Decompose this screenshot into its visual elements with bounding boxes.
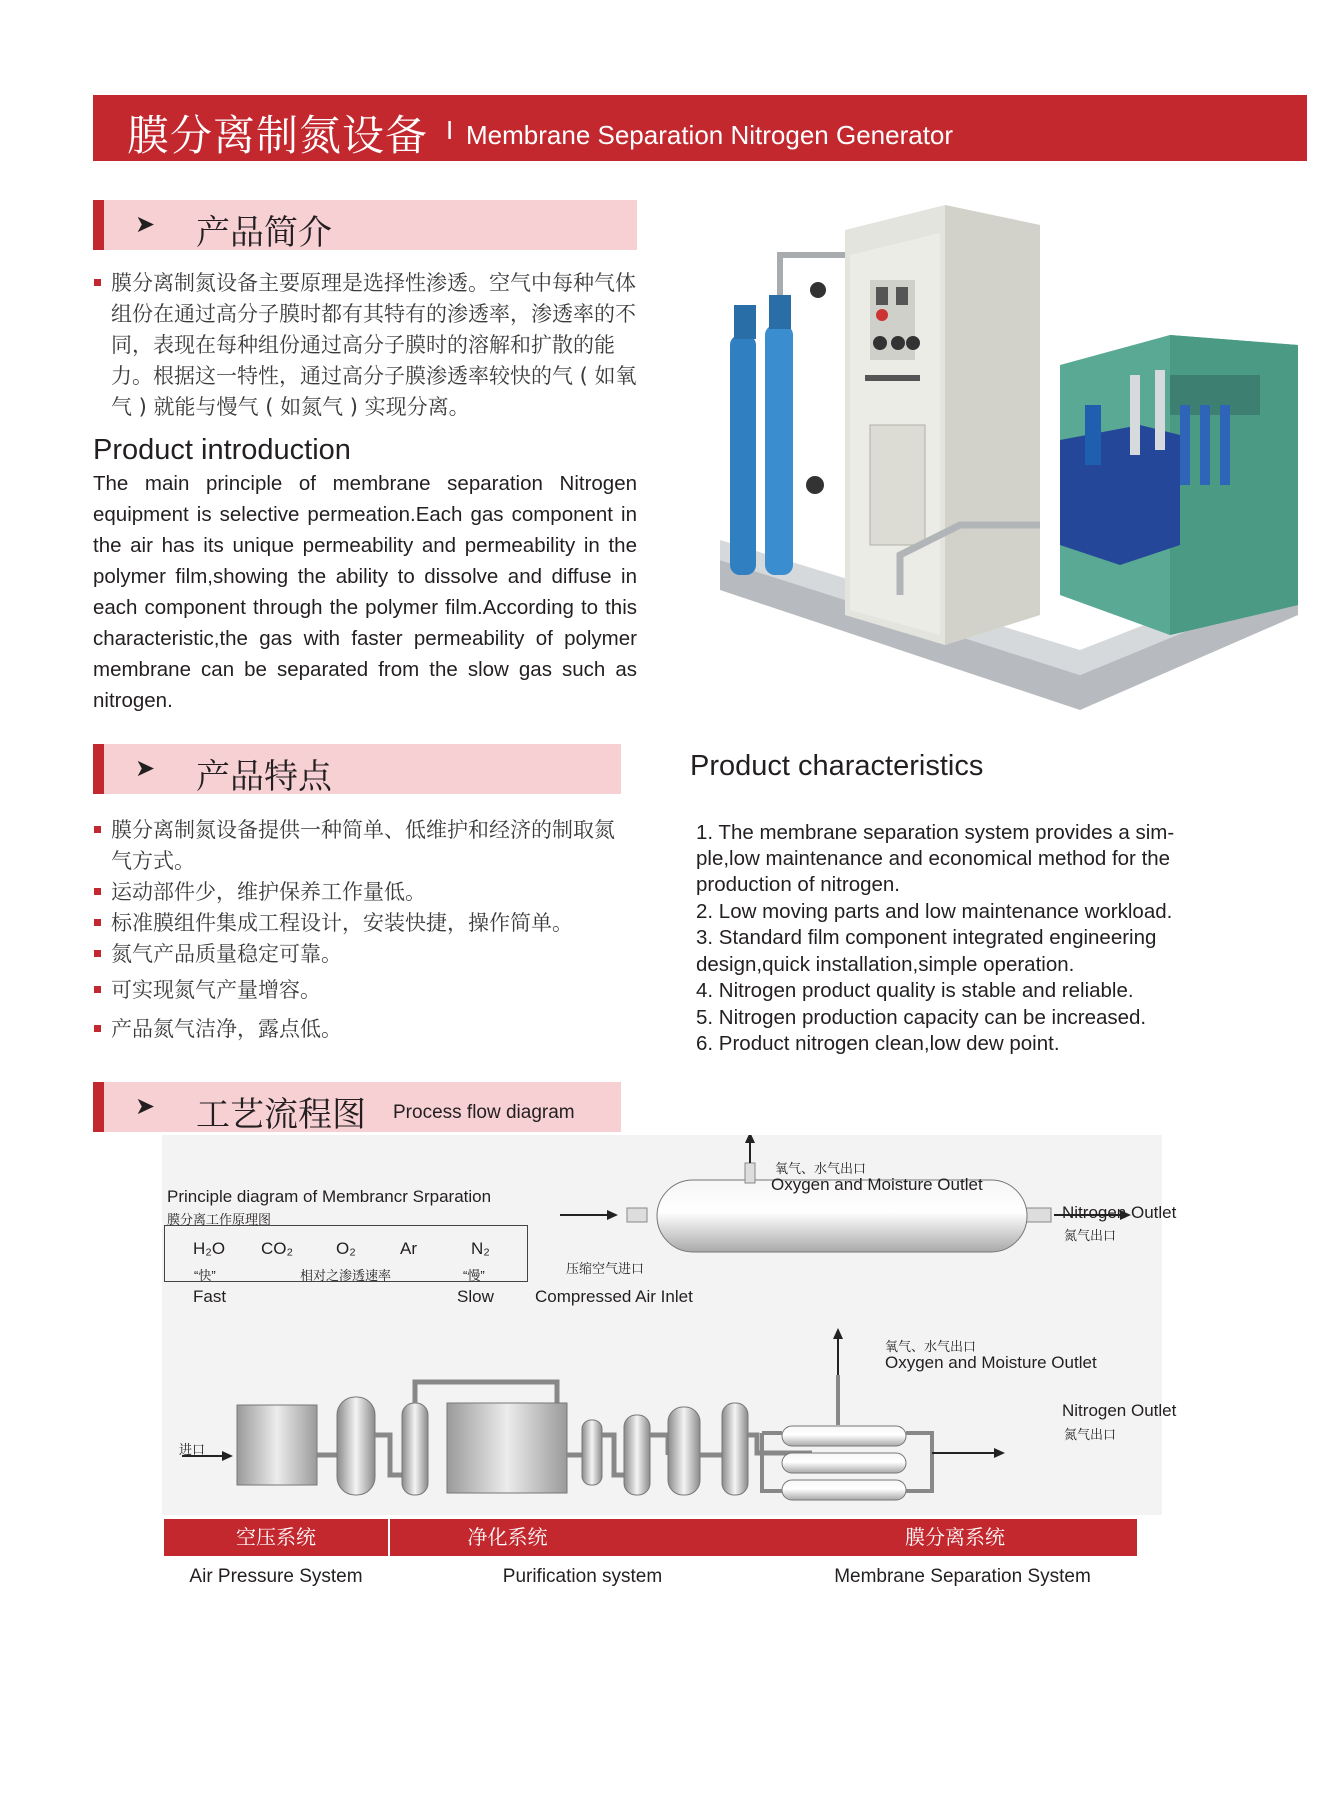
system-label-purification: Purification system: [502, 1566, 663, 1587]
gas-ar: Ar: [400, 1239, 417, 1258]
section-process-bar: [93, 1082, 621, 1135]
characteristic-line: 3. Standard film component integrated engineering: [696, 926, 1157, 949]
system-bar-purification: 净化系统: [390, 1519, 774, 1556]
section-features-bar: [93, 744, 621, 797]
section-accent: [93, 744, 104, 794]
fast-en: Fast: [193, 1287, 227, 1306]
outlet-n2-cn: 氮气出口: [1064, 1228, 1117, 1243]
outlet-o2-cn: 氧气、水气出口: [775, 1161, 867, 1176]
principle-title-en: Principle diagram of Membrancr Srparation: [167, 1187, 492, 1206]
characteristic-line: 2. Low moving parts and low maintenance workload.: [696, 900, 1173, 923]
section-process-subtitle: Process flow diagram: [393, 1102, 575, 1123]
equipment-photo: [700, 195, 1298, 715]
system-bar-membrane: 膜分离系统: [773, 1519, 1137, 1556]
section-accent: [93, 200, 104, 250]
header-separator: I: [446, 115, 454, 145]
characteristic-line: 6. Product nitrogen clean,low dew point.: [696, 1032, 1060, 1055]
system-bar-air-pressure: 空压系统: [164, 1519, 388, 1556]
bullet-icon: [94, 888, 101, 895]
gas-h2o: H₂O: [193, 1239, 226, 1258]
slow-en: Slow: [457, 1287, 494, 1306]
gas-n2: N₂: [471, 1239, 490, 1258]
intro-en-heading: Product introduction: [93, 434, 351, 466]
section-process-title: 工艺流程图: [196, 1095, 366, 1135]
feature-item: 产品氮气洁净，露点低。: [111, 1014, 631, 1045]
outlet-n2-en-2: Nitrogen Outlet: [1062, 1401, 1177, 1420]
outlet-o2-cn-2: 氧气、水气出口: [885, 1339, 977, 1354]
relative-rate-cn: 相对之渗透速率: [300, 1268, 392, 1283]
characteristic-line: 4. Nitrogen product quality is stable and reliable.: [696, 979, 1134, 1002]
system-label-air-pressure: Air Pressure System: [189, 1566, 363, 1587]
characteristics-heading: Product characteristics: [690, 750, 984, 782]
bullet-icon: [94, 950, 101, 957]
header-title-cn: 膜分离制氮设备: [127, 111, 429, 160]
gas-o2: O₂: [336, 1239, 356, 1258]
system-label-membrane: Membrane Separation System: [834, 1566, 1091, 1587]
outlet-n2-cn-2: 氮气出口: [1064, 1427, 1117, 1442]
characteristic-line: production of nitrogen.: [696, 873, 900, 896]
feature-item: 可实现氮气产量增容。: [111, 975, 631, 1006]
slow-cn: “慢”: [463, 1268, 485, 1283]
feature-item: 运动部件少，维护保养工作量低。: [111, 877, 631, 908]
arrow-right-icon: ➤: [135, 1093, 156, 1120]
bullet-icon: [94, 826, 101, 833]
outlet-n2-en: Nitrogen Outlet: [1062, 1203, 1177, 1222]
bullet-icon: [94, 279, 101, 286]
principle-title-cn: 膜分离工作原理图: [167, 1212, 272, 1227]
header-title-en: Membrane Separation Nitrogen Generator: [466, 120, 954, 150]
feature-item: 膜分离制氮设备提供一种简单、低维护和经济的制取氮气方式。: [111, 815, 631, 877]
outlet-o2-en: Oxygen and Moisture Outlet: [771, 1175, 983, 1194]
arrow-right-icon: ➤: [135, 755, 156, 782]
outlet-o2-en-2: Oxygen and Moisture Outlet: [885, 1353, 1097, 1372]
header-banner: [93, 95, 1307, 161]
compressed-inlet-cn: 压缩空气进口: [566, 1261, 645, 1276]
inlet-cn: 进口: [179, 1442, 206, 1457]
compressed-inlet-en: Compressed Air Inlet: [535, 1287, 693, 1306]
intro-en-paragraph: The main principle of membrane separation Nitrogen equipment is selective permeation.Each gas component in the air has its unique permeability and permeability in the polymer film,showing the ability to dissolve and diffuse in each component through the polymer film.According to this characteristic,the gas with faster permeability of polymer membrane can be separated from the slow gas such as nitrogen.: [93, 472, 637, 712]
bullet-icon: [94, 919, 101, 926]
characteristic-line: 5. Nitrogen production capacity can be increased.: [696, 1006, 1147, 1029]
intro-cn-paragraph: 膜分离制氮设备主要原理是选择性渗透。空气中每种气体组份在通过高分子膜时都有其特有的渗透率，渗透率的不同，表现在每种组份通过高分子膜时的溶解和扩散的能力。根据这一特性，通过高分子膜渗透率较快的气 ( 如氧气 ) 就能与慢气 ( 如氮气 ) 实现分离。: [111, 268, 639, 423]
gas-co2: CO₂: [261, 1239, 294, 1258]
arrow-right-icon: ➤: [135, 211, 156, 238]
bullet-icon: [94, 1025, 101, 1032]
feature-item: 标准膜组件集成工程设计，安装快捷，操作简单。: [111, 908, 631, 939]
fast-cn: “快”: [194, 1268, 216, 1283]
characteristic-line: design,quick installation,simple operation.: [696, 953, 1075, 976]
section-intro-title: 产品简介: [196, 213, 332, 253]
feature-item: 氮气产品质量稳定可靠。: [111, 939, 631, 970]
bullet-icon: [94, 986, 101, 993]
section-features-title: 产品特点: [196, 757, 332, 797]
section-intro-bar: [93, 200, 637, 253]
section-accent: [93, 1082, 104, 1132]
characteristic-line: ple,low maintenance and economical method for the: [696, 847, 1171, 870]
characteristic-line: 1. The membrane separation system provides a sim-: [696, 821, 1175, 844]
